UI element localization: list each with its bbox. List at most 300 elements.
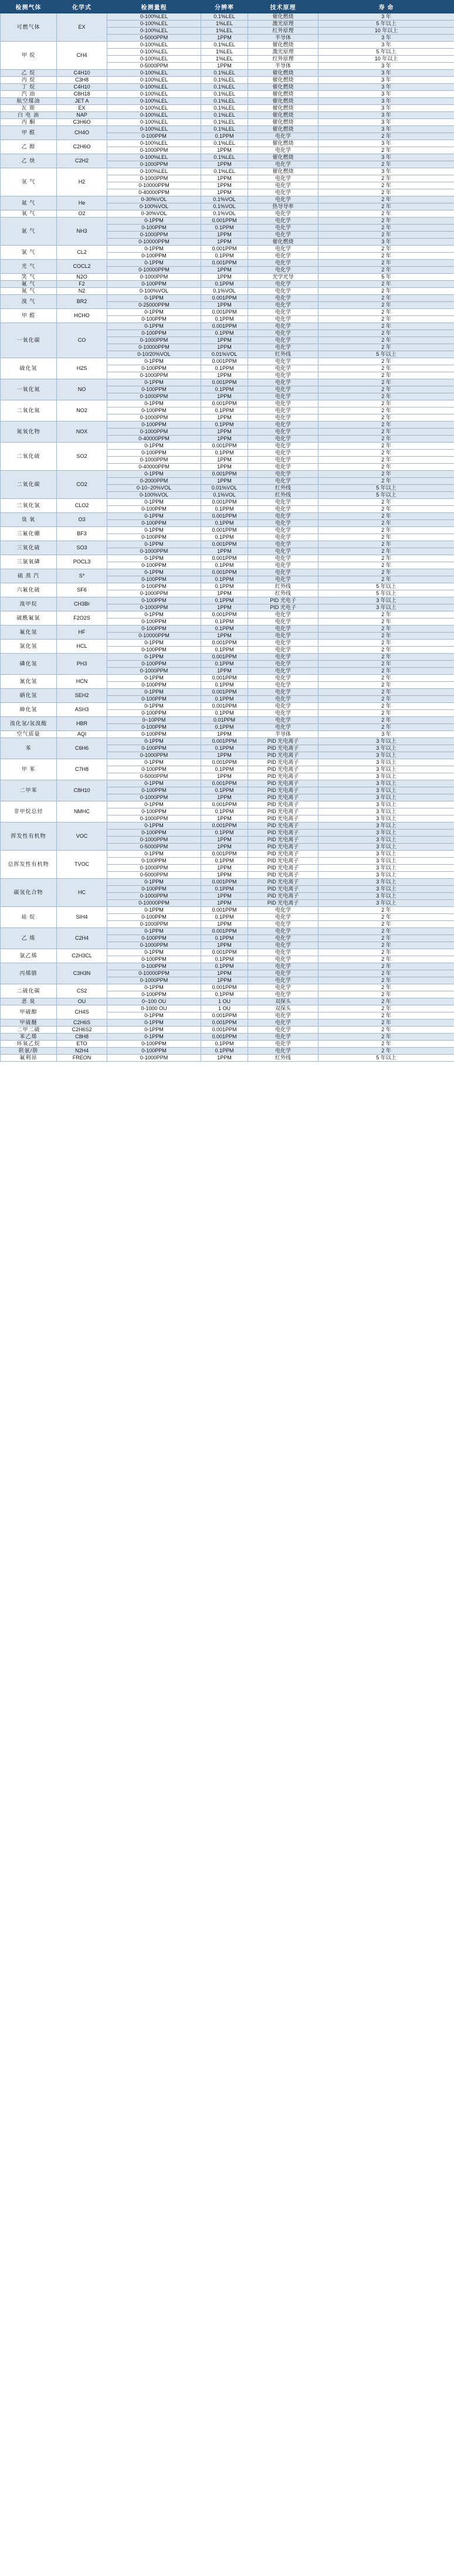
- cell-range: 0-100%LEL: [107, 77, 201, 84]
- cell-range: 0-100PPM: [107, 506, 201, 513]
- cell-formula: FREON: [57, 1055, 107, 1062]
- cell-formula: C2H3CL: [57, 949, 107, 963]
- cell-lifetime: 2 年: [319, 436, 454, 443]
- cell-technology: PID 光电子: [248, 597, 319, 604]
- cell-gas-name: 丙 酮: [1, 119, 57, 126]
- cell-resolution: 0.001PPM: [201, 513, 248, 520]
- table-row: [1, 84, 454, 91]
- cell-resolution: 1%LEL: [201, 21, 248, 28]
- cell-range: 0-100PPM: [107, 281, 201, 288]
- cell-technology: 电化学: [248, 210, 319, 218]
- table-row: [1, 555, 454, 562]
- cell-lifetime: 3 年: [319, 77, 454, 84]
- cell-range: 0-1000PPM: [107, 372, 201, 379]
- table-row: [1, 400, 454, 407]
- cell-formula: PH3: [57, 654, 107, 675]
- cell-lifetime: 3 年: [319, 70, 454, 77]
- cell-range: 0-1PPM: [107, 801, 201, 808]
- table-row: [1, 1041, 454, 1048]
- cell-resolution: 0.1PPM: [201, 534, 248, 541]
- cell-range: 0-100PPM: [107, 991, 201, 998]
- cell-lifetime: 3 年: [319, 91, 454, 98]
- cell-range: 0-1000PPM: [107, 548, 201, 555]
- cell-resolution: 0.1PPM: [201, 618, 248, 626]
- cell-technology: 电化学: [248, 1027, 319, 1034]
- cell-range: 0-1PPM: [107, 1027, 201, 1034]
- cell-range: 0-100PPM: [107, 365, 201, 372]
- cell-technology: 电化学: [248, 506, 319, 513]
- cell-technology: 电化学: [248, 182, 319, 189]
- cell-lifetime: 2 年: [319, 225, 454, 232]
- cell-resolution: 0.001PPM: [201, 527, 248, 534]
- cell-lifetime: 3 年: [319, 154, 454, 161]
- cell-technology: 激光原理: [248, 21, 319, 28]
- cell-range: 0-40000PPM: [107, 436, 201, 443]
- cell-lifetime: 3 年以上: [319, 766, 454, 773]
- cell-technology: 催化燃烧: [248, 77, 319, 84]
- cell-formula: C3H6O: [57, 119, 107, 126]
- cell-lifetime: 3 年: [319, 42, 454, 49]
- cell-resolution: 0.1PPM: [201, 450, 248, 457]
- cell-technology: 电化学: [248, 443, 319, 450]
- cell-resolution: 0.1PPM: [201, 682, 248, 689]
- table-row: [1, 91, 454, 98]
- cell-technology: 电化学: [248, 703, 319, 710]
- table-row: [1, 281, 454, 288]
- cell-range: 0-1PPM: [107, 471, 201, 478]
- cell-technology: 电化学: [248, 400, 319, 407]
- cell-range: 0-1PPM: [107, 879, 201, 886]
- cell-range: 0-5000PPM: [107, 63, 201, 70]
- cell-resolution: 0.1PPM: [201, 1048, 248, 1055]
- cell-lifetime: 2 年: [319, 1048, 454, 1055]
- cell-lifetime: 2 年: [319, 717, 454, 724]
- cell-resolution: 0.1%LEL: [201, 168, 248, 175]
- cell-formula: VOC: [57, 823, 107, 851]
- table-row: [1, 77, 454, 84]
- cell-technology: 电化学: [248, 253, 319, 260]
- cell-range: 0-100%LEL: [107, 119, 201, 126]
- cell-technology: 光学光导: [248, 274, 319, 281]
- cell-range: 0-100%LEL: [107, 168, 201, 175]
- cell-resolution: 1PPM: [201, 872, 248, 879]
- cell-technology: 电化学: [248, 520, 319, 527]
- cell-range: 0-1000PPM: [107, 590, 201, 597]
- cell-formula: CH4: [57, 42, 107, 70]
- cell-range: 0-100PPM: [107, 583, 201, 590]
- cell-lifetime: 2 年: [319, 984, 454, 991]
- cell-lifetime: 2 年: [319, 386, 454, 393]
- cell-technology: 电化学: [248, 464, 319, 471]
- cell-formula: F2: [57, 281, 107, 288]
- cell-technology: PID 光电离子: [248, 865, 319, 872]
- cell-range: 0-1000PPM: [107, 893, 201, 900]
- cell-resolution: 1PPM: [201, 35, 248, 42]
- cell-lifetime: 2 年: [319, 218, 454, 225]
- cell-technology: 电化学: [248, 689, 319, 696]
- cell-resolution: 0.1%LEL: [201, 105, 248, 112]
- cell-technology: PID 光电离子: [248, 745, 319, 752]
- cell-gas-name: 甲硫醚: [1, 1019, 57, 1027]
- cell-technology: 催化燃烧: [248, 168, 319, 175]
- cell-technology: PID 光电离子: [248, 787, 319, 794]
- cell-technology: 电化学: [248, 407, 319, 414]
- cell-resolution: 0.1PPM: [201, 830, 248, 837]
- cell-range: 0-100PPM: [107, 766, 201, 773]
- cell-resolution: 1PPM: [201, 942, 248, 949]
- cell-lifetime: 3 年: [319, 84, 454, 91]
- cell-resolution: 0.1PPM: [201, 562, 248, 569]
- cell-resolution: 0.001PPM: [201, 218, 248, 225]
- cell-formula: CLO2: [57, 499, 107, 513]
- cell-range: 0-100PPM: [107, 935, 201, 942]
- cell-technology: 电化学: [248, 977, 319, 984]
- cell-resolution: 1PPM: [201, 604, 248, 611]
- cell-range: 0-100%LEL: [107, 56, 201, 63]
- cell-technology: 催化燃烧: [248, 119, 319, 126]
- cell-technology: 电化学: [248, 935, 319, 942]
- cell-resolution: 1PPM: [201, 478, 248, 485]
- header-lifetime: 寿 命: [319, 1, 454, 13]
- cell-resolution: 0.1%LEL: [201, 77, 248, 84]
- cell-range: 0-100PPM: [107, 745, 201, 752]
- table-row: [1, 323, 454, 330]
- cell-gas-name: 三氧化硫: [1, 541, 57, 555]
- cell-technology: 电化学: [248, 921, 319, 928]
- cell-lifetime: 3 年: [319, 239, 454, 246]
- cell-lifetime: 3 年: [319, 112, 454, 119]
- cell-technology: 电化学: [248, 1034, 319, 1041]
- cell-range: 0-100PPM: [107, 225, 201, 232]
- cell-lifetime: 2 年: [319, 710, 454, 717]
- cell-gas-name: 氯 气: [1, 246, 57, 260]
- cell-resolution: 1PPM: [201, 464, 248, 471]
- cell-technology: 电化学: [248, 633, 319, 640]
- cell-resolution: 0.01PPM: [201, 717, 248, 724]
- cell-resolution: 1PPM: [201, 970, 248, 977]
- cell-lifetime: 2 年: [319, 977, 454, 984]
- cell-range: 0-1PPM: [107, 513, 201, 520]
- cell-resolution: 0.1PPM: [201, 808, 248, 815]
- cell-range: 0-100PPM: [107, 731, 201, 738]
- cell-gas-name: 恶 臭: [1, 998, 57, 1005]
- cell-technology: 电化学: [248, 541, 319, 548]
- cell-technology: 电化学: [248, 654, 319, 661]
- cell-lifetime: 2 年: [319, 1019, 454, 1027]
- cell-technology: 电化学: [248, 618, 319, 626]
- cell-formula: HCN: [57, 675, 107, 689]
- cell-lifetime: 2 年: [319, 246, 454, 253]
- cell-resolution: 0.001PPM: [201, 555, 248, 562]
- cell-range: 0-100PPM: [107, 618, 201, 626]
- cell-range: 0-1PPM: [107, 1034, 201, 1041]
- header-gas: 检测气体: [1, 1, 57, 13]
- cell-technology: 电化学: [248, 316, 319, 323]
- cell-lifetime: 2 年: [319, 379, 454, 386]
- cell-resolution: 0.001PPM: [201, 654, 248, 661]
- cell-technology: 电化学: [248, 189, 319, 196]
- cell-technology: PID 光电离子: [248, 780, 319, 787]
- cell-resolution: 0.001PPM: [201, 295, 248, 302]
- cell-resolution: 0.1PPM: [201, 597, 248, 604]
- cell-gas-name: 二氧化硫: [1, 443, 57, 471]
- cell-lifetime: 3 年以上: [319, 780, 454, 787]
- cell-range: 0-100%VOL: [107, 203, 201, 210]
- table-row: [1, 70, 454, 77]
- cell-gas-name: 苯: [1, 738, 57, 759]
- table-row: [1, 513, 454, 520]
- cell-resolution: 1PPM: [201, 232, 248, 239]
- cell-technology: 催化燃烧: [248, 154, 319, 161]
- cell-lifetime: 2 年: [319, 450, 454, 457]
- cell-resolution: 1PPM: [201, 590, 248, 597]
- cell-formula: N2: [57, 288, 107, 295]
- cell-range: 0-1PPM: [107, 527, 201, 534]
- cell-lifetime: 2 年: [319, 991, 454, 998]
- cell-resolution: 1PPM: [201, 731, 248, 738]
- cell-formula: C8H10: [57, 780, 107, 801]
- cell-lifetime: 3 年以上: [319, 808, 454, 815]
- table-row: [1, 738, 454, 745]
- cell-gas-name: 二氧化氮: [1, 400, 57, 422]
- cell-resolution: 1PPM: [201, 414, 248, 422]
- table-row: [1, 358, 454, 365]
- cell-gas-name: 三氟化硼: [1, 527, 57, 541]
- cell-resolution: 0.1PPM: [201, 576, 248, 583]
- cell-technology: 红外原理: [248, 56, 319, 63]
- cell-technology: 电化学: [248, 1019, 319, 1027]
- cell-resolution: 0.001PPM: [201, 1034, 248, 1041]
- cell-range: 0-100PPM: [107, 386, 201, 393]
- cell-technology: 电化学: [248, 386, 319, 393]
- cell-resolution: 1PPM: [201, 752, 248, 759]
- cell-gas-name: 氧 气: [1, 210, 57, 218]
- table-row: [1, 689, 454, 696]
- cell-range: 0-100PPM: [107, 886, 201, 893]
- cell-formula: H2S: [57, 358, 107, 379]
- cell-lifetime: 3 年以上: [319, 851, 454, 858]
- cell-lifetime: 3 年以上: [319, 597, 454, 604]
- table-row: [1, 611, 454, 618]
- cell-range: 0-1000PPM: [107, 837, 201, 844]
- cell-resolution: 0.1PPM: [201, 787, 248, 794]
- cell-lifetime: 2 年: [319, 576, 454, 583]
- cell-resolution: 1PPM: [201, 63, 248, 70]
- cell-gas-name: 氨 气: [1, 218, 57, 246]
- cell-gas-name: 甲硫醇: [1, 1005, 57, 1019]
- cell-technology: PID 光电离子: [248, 858, 319, 865]
- cell-lifetime: 2 年: [319, 309, 454, 316]
- cell-lifetime: 2 年: [319, 1027, 454, 1034]
- cell-formula: HBR: [57, 717, 107, 731]
- cell-resolution: 0.001PPM: [201, 379, 248, 386]
- cell-gas-name: 空气质量: [1, 731, 57, 738]
- cell-resolution: 0.1%LEL: [201, 70, 248, 77]
- cell-resolution: 0.001PPM: [201, 780, 248, 787]
- cell-resolution: 0.1PPM: [201, 281, 248, 288]
- cell-lifetime: 3 年以上: [319, 604, 454, 611]
- cell-technology: 电化学: [248, 611, 319, 618]
- cell-technology: PID 光电子: [248, 604, 319, 611]
- table-row: [1, 1005, 454, 1012]
- cell-technology: 电化学: [248, 358, 319, 365]
- cell-resolution: 0.1PPM: [201, 133, 248, 140]
- cell-resolution: 1PPM: [201, 372, 248, 379]
- table-row: [1, 379, 454, 386]
- cell-formula: O3: [57, 513, 107, 527]
- cell-resolution: 0.1PPM: [201, 724, 248, 731]
- cell-formula: C3H8: [57, 77, 107, 84]
- cell-lifetime: 2 年: [319, 696, 454, 703]
- cell-technology: 电化学: [248, 527, 319, 534]
- cell-range: 0~10PPM: [107, 717, 201, 724]
- cell-lifetime: 2 年: [319, 541, 454, 548]
- cell-technology: 电化学: [248, 147, 319, 154]
- cell-resolution: 0.001PPM: [201, 541, 248, 548]
- cell-resolution: 0.1PPM: [201, 886, 248, 893]
- cell-lifetime: 2 年: [319, 267, 454, 274]
- cell-resolution: 0.1PPM: [201, 956, 248, 963]
- cell-range: 0-1PPM: [107, 851, 201, 858]
- cell-range: 0-1000PPM: [107, 815, 201, 823]
- cell-lifetime: 3 年以上: [319, 752, 454, 759]
- cell-lifetime: 3 年以上: [319, 858, 454, 865]
- cell-resolution: 1%LEL: [201, 56, 248, 63]
- table-row: [1, 98, 454, 105]
- cell-formula: C2H6S: [57, 1019, 107, 1027]
- cell-resolution: 0.1%VOL: [201, 203, 248, 210]
- cell-range: 0-100PPM: [107, 858, 201, 865]
- table-row: [1, 154, 454, 161]
- table-row: [1, 210, 454, 218]
- cell-range: 0-100%LEL: [107, 42, 201, 49]
- cell-range: 0-1PPM: [107, 555, 201, 562]
- cell-resolution: 0.001PPM: [201, 358, 248, 365]
- cell-resolution: 1PPM: [201, 773, 248, 780]
- cell-lifetime: 3 年: [319, 98, 454, 105]
- cell-resolution: 0.01%VOL: [201, 485, 248, 492]
- cell-lifetime: 2 年: [319, 928, 454, 935]
- cell-lifetime: 3 年以上: [319, 823, 454, 830]
- cell-range: 0-1PPM: [107, 295, 201, 302]
- cell-formula: C4H10: [57, 84, 107, 91]
- cell-resolution: 1PPM: [201, 900, 248, 907]
- cell-technology: 电化学: [248, 218, 319, 225]
- cell-formula: CH3Br: [57, 597, 107, 611]
- cell-formula: NO: [57, 379, 107, 400]
- header-formula: 化学式: [57, 1, 107, 13]
- cell-resolution: 0.1PPM: [201, 422, 248, 429]
- table-row: [1, 443, 454, 450]
- cell-formula: CL2: [57, 246, 107, 260]
- cell-range: 0-100%LEL: [107, 112, 201, 119]
- cell-range: 0-100PPM: [107, 808, 201, 815]
- cell-technology: 半导体: [248, 63, 319, 70]
- cell-resolution: 0.1%LEL: [201, 112, 248, 119]
- cell-lifetime: 2 年: [319, 914, 454, 921]
- table-row: [1, 112, 454, 119]
- cell-technology: PID 光电离子: [248, 886, 319, 893]
- cell-range: 0-1000 OU: [107, 1005, 201, 1012]
- cell-technology: 电化学: [248, 330, 319, 337]
- cell-technology: PID 光电离子: [248, 837, 319, 844]
- cell-resolution: 0.001PPM: [201, 309, 248, 316]
- cell-technology: 电化学: [248, 668, 319, 675]
- cell-technology: 热导导率: [248, 203, 319, 210]
- cell-resolution: 0.001PPM: [201, 471, 248, 478]
- cell-technology: PID 光电离子: [248, 759, 319, 766]
- cell-range: 0-5000PPM: [107, 872, 201, 879]
- cell-range: 0-100PPM: [107, 133, 201, 140]
- cell-range: 0-1PPM: [107, 1019, 201, 1027]
- cell-range: 0-10000PPM: [107, 900, 201, 907]
- cell-resolution: 0.001PPM: [201, 260, 248, 267]
- cell-range: 0-100PPM: [107, 963, 201, 970]
- cell-resolution: 0.01%VOL: [201, 351, 248, 358]
- cell-formula: SF6: [57, 583, 107, 597]
- cell-technology: 半导体: [248, 35, 319, 42]
- cell-formula: OU: [57, 998, 107, 1005]
- cell-resolution: 1PPM: [201, 844, 248, 851]
- cell-gas-name: 氟化氢: [1, 626, 57, 640]
- cell-lifetime: 3 年以上: [319, 893, 454, 900]
- table-row: [1, 1027, 454, 1034]
- cell-lifetime: 2 年: [319, 949, 454, 956]
- cell-technology: 半导体: [248, 731, 319, 738]
- cell-resolution: 0.1%VOL: [201, 288, 248, 295]
- cell-lifetime: 2 年: [319, 400, 454, 407]
- cell-resolution: 0.1PPM: [201, 407, 248, 414]
- cell-resolution: 0.1%VOL: [201, 196, 248, 203]
- cell-technology: 电化学: [248, 956, 319, 963]
- table-row: [1, 274, 454, 281]
- cell-technology: 电化学: [248, 548, 319, 555]
- cell-gas-name: 砷化氢: [1, 703, 57, 717]
- cell-lifetime: 2 年: [319, 1005, 454, 1012]
- cell-gas-name: 硅 烷: [1, 907, 57, 928]
- cell-lifetime: 2 年: [319, 689, 454, 696]
- cell-range: 0-100%LEL: [107, 154, 201, 161]
- cell-range: 0-100PPM: [107, 407, 201, 414]
- table-row: [1, 140, 454, 147]
- cell-technology: 电化学: [248, 457, 319, 464]
- cell-gas-name: 氰化氢: [1, 675, 57, 689]
- cell-technology: PID 光电离子: [248, 893, 319, 900]
- cell-technology: 电化学: [248, 991, 319, 998]
- cell-range: 0-100PPM: [107, 597, 201, 604]
- cell-range: 0-100%LEL: [107, 70, 201, 77]
- cell-technology: 电化学: [248, 569, 319, 576]
- cell-lifetime: 2 年: [319, 675, 454, 682]
- cell-lifetime: 2 年: [319, 998, 454, 1005]
- cell-technology: 电化学: [248, 1048, 319, 1055]
- cell-gas-name: 丙 烷: [1, 77, 57, 84]
- cell-resolution: 0.1PPM: [201, 583, 248, 590]
- cell-resolution: 0.001PPM: [201, 703, 248, 710]
- cell-range: 0-1000PPM: [107, 175, 201, 182]
- cell-gas-name: 氢 气: [1, 168, 57, 196]
- cell-resolution: 1PPM: [201, 893, 248, 900]
- cell-technology: PID 光电离子: [248, 738, 319, 745]
- cell-technology: PID 光电离子: [248, 801, 319, 808]
- table-row: [1, 851, 454, 858]
- cell-resolution: 1PPM: [201, 794, 248, 801]
- cell-formula: NH3: [57, 218, 107, 246]
- cell-lifetime: 2 年: [319, 520, 454, 527]
- cell-range: 0-10000PPM: [107, 182, 201, 189]
- cell-formula: CH4O: [57, 126, 107, 140]
- cell-lifetime: 2 年: [319, 393, 454, 400]
